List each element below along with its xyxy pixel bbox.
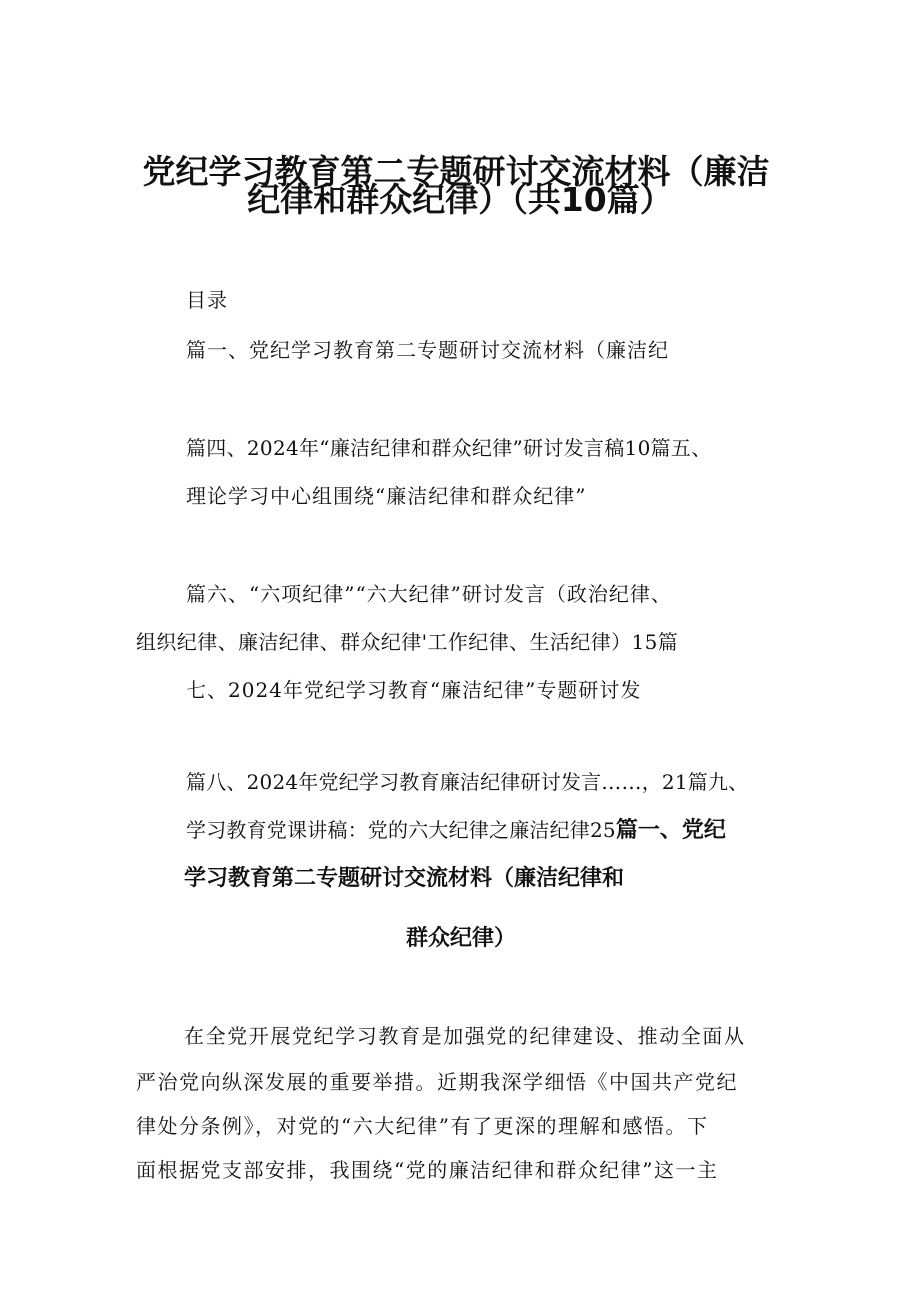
body-line-3: 律处分条例》，对党的“六大纪律”有了更深的理解和感悟。下 (136, 1114, 709, 1138)
section-heading-start: 篇一、党纪 (615, 818, 726, 843)
section-heading-line-1: 学习教育第二专题研讨交流材料（廉洁纪律和 (184, 866, 625, 891)
toc-line-8-text: 学习教育党课讲稿：党的六大纪律之廉洁纪律25 (186, 818, 616, 842)
section-heading-line-2: 群众纪律） (406, 926, 517, 951)
toc-label: 目录 (186, 288, 228, 312)
toc-line-1: 篇一、党纪学习教育第二专题研讨交流材料（廉洁纪 (186, 338, 669, 362)
toc-line-4: 篇六、“六项纪律”“六大纪律”研讨发言（政治纪律、 (186, 582, 672, 606)
document-title-line-1: 党纪学习教育第二专题研讨交流材料（廉洁 (142, 152, 770, 191)
toc-line-3: 理论学习中心组围绕“廉洁纪律和群众纪律” (186, 484, 587, 508)
body-line-1: 在全党开展党纪学习教育是加强党的纪律建设、推动全面从 (184, 1024, 746, 1048)
toc-line-8 (186, 816, 726, 845)
body-line-2: 严治党向纵深发展的重要举措。近期我深学细悟《中国共产党纪 (136, 1070, 738, 1094)
toc-line-2: 篇四、2024年“廉洁纪律和群众纪律”研讨发言稿10篇五、 (186, 436, 712, 460)
document-title-line-2: 纪律和群众纪律）（共10篇） (247, 180, 673, 219)
toc-line-6: 七、2024年党纪学习教育“廉洁纪律”专题研讨发 (186, 678, 642, 702)
toc-line-7: 篇八、2024年党纪学习教育廉洁纪律研讨发言……，21篇九、 (186, 770, 749, 794)
toc-line-5: 组织纪律、廉洁纪律、群众纪律'工作纪律、生活纪律）15篇 (136, 630, 679, 654)
body-line-4: 面根据党支部安排，我围绕“党的廉洁纪律和群众纪律”这一主 (136, 1158, 719, 1182)
